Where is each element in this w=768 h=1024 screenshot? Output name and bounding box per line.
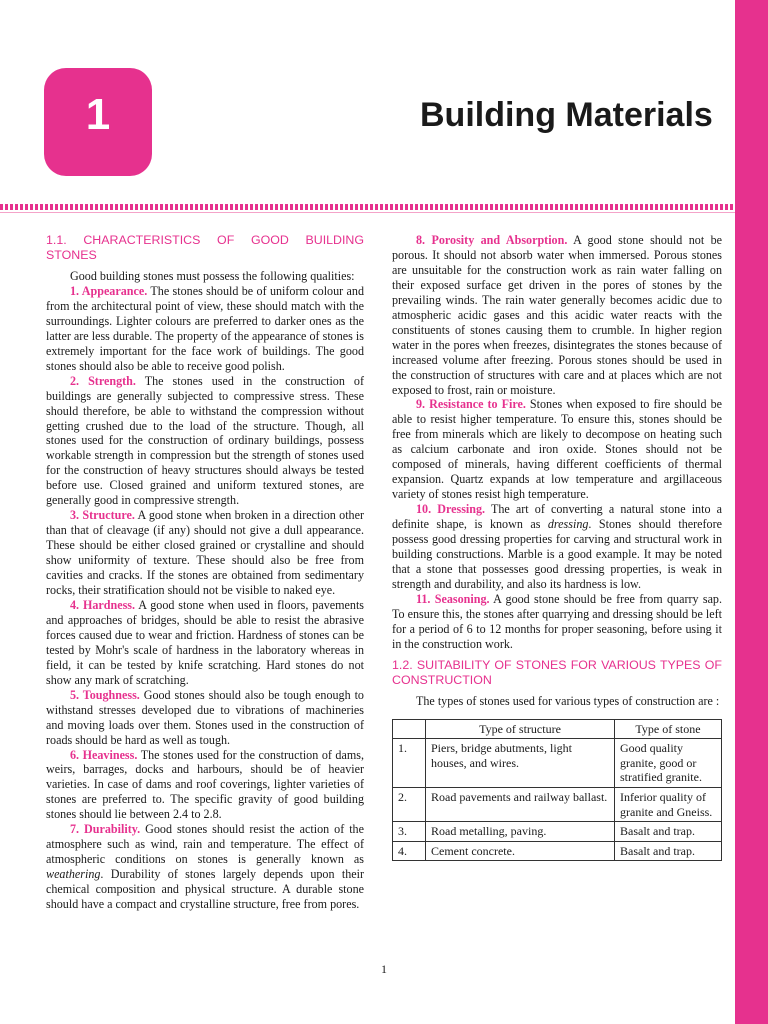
right-column — [392, 233, 722, 861]
paragraph — [46, 688, 364, 748]
paragraph-text: . Durability of stones largely depends upon their chemical composition and physical structure. A durable stone should have a compact and crystalline structure, free from pores. — [46, 867, 364, 912]
table-cell: Piers, bridge abutments, light houses, and wires. — [426, 739, 615, 788]
chapter-number: 1 — [85, 90, 111, 139]
table-cell: 3. — [393, 822, 426, 842]
paragraph — [46, 508, 364, 598]
paragraph-text: A good stone when broken in a direction other than that of cleavage (if any) should not give a dull appearance. These should be either closed grained or crystalline and should show uniformity of texture. These should also be free from cavities and cracks. If the stones are obtained from sedimentary rocks, their stratification should not be visible to naked eye. — [46, 508, 364, 598]
paragraph-heading: 3. Structure. — [70, 508, 135, 523]
paragraph-heading: 8. Porosity and Absorption. — [416, 233, 568, 247]
paragraph-text: The art of converting a natural stone into a definite shape, is known as — [392, 502, 723, 532]
table-header-cell — [393, 719, 426, 739]
paragraph-text: The stones used in the construction of buildings are generally subjected to compressive stress. These should therefore, be able to withstand the compression without getting crushed due to the load of the structure. Though, all stones used for the construction of ordinary buildings, possess workable strength in compression but the strength of stones used for the construction of heavy structures should always be tested before use. Closed grained and uniform textured stones, are generally good in compressive strength. — [46, 373, 364, 508]
paragraph-text: . Stones should therefore possess good dressing properties for carving and structural work in building constructions. Marble is a good example. It may be noted that a stone that possesses good dressing properties, is weak in strength and durability, and also its hardness is low. — [392, 517, 722, 591]
paragraph — [392, 502, 722, 592]
paragraph-text: Good stones should also be tough enough to withstand stresses developed due to vibrations of machineries and moving loads over them. Stones used in the construction of roads should be hard as well as tough. — [46, 687, 364, 747]
paragraph-heading: 1. Appearance. — [70, 283, 148, 298]
paragraph-heading: 10. Dressing. — [416, 502, 486, 517]
chapter-title: Building Materials — [420, 96, 713, 134]
table-cell: 2. — [393, 788, 426, 822]
table-cell: Road pavements and railway ballast. — [426, 788, 615, 822]
paragraph-heading: 5. Toughness. — [70, 687, 140, 702]
table-cell: 1. — [393, 739, 426, 788]
side-color-band — [735, 0, 768, 1024]
paragraph-text: A good stone when used in floors, pavements and approaches of bridges, should be able to resist the abrasive forces caused due to wear and friction. Hardness of stones can be tested by Mohr's scale of hardness in the laboratory whereas in field, it can be tested by knife scratching. Hard stones do not show any mark of scratching. — [46, 597, 365, 687]
paragraph-heading: 2. Strength. — [70, 373, 136, 388]
table-row — [393, 788, 722, 822]
section-intro: Good building stones must possess the following qualities: — [70, 269, 355, 283]
section-intro: The types of stones used for various types of construction are : — [416, 693, 720, 708]
paragraph-heading: 6. Heaviness. — [70, 747, 138, 762]
paragraph — [46, 598, 364, 688]
table-row — [393, 841, 722, 861]
paragraph-text: A good stone should be free from quarry sap. To ensure this, the stones after quarrying and dressing should be left for a period of 6 to 12 months for proper seasoning, before using it in the construction work. — [392, 591, 723, 651]
italic-term: weathering — [46, 867, 101, 882]
table-header-row — [393, 719, 722, 739]
paragraph-heading: 7. Durability. — [70, 822, 141, 837]
italic-term: dressing — [547, 517, 589, 532]
paragraph-heading: 9. Resistance to Fire. — [416, 397, 526, 412]
table-cell: Inferior quality of granite and Gneiss. — [615, 788, 722, 822]
header-divider-line — [0, 212, 735, 213]
paragraph-heading: 11. Seasoning. — [416, 591, 490, 606]
table-row — [393, 739, 722, 788]
table-cell: Basalt and trap. — [615, 841, 722, 861]
header-divider — [0, 204, 735, 210]
paragraph-text: A good stone should not be porous. It should not absorb water when immersed. Porous stones are unsuitable for the construction work as rain water falling on their exposed surface get driven in the pores of stones by the prevailing winds. The rain water generally becomes acidic due to atmospheric acidic gases and this acidic water reacts with the constituents of stones causing them to crumble. In higher region water in the pores when freezes, disintegrates the stones because of increased volume after freezing. Porous stones should be used in the construction of structures with care and at places which are not exposed to frost, rain or moisture. — [392, 233, 722, 397]
section-heading: 1.1. CHARACTERISTICS OF GOOD BUILDING STONES — [46, 233, 364, 262]
paragraph-text: The stones used for the construction of dams, weirs, barrages, docks and harbours, should be of heavier varieties. In case of dams and roof coverings, lighter varieties of stones are preferred to. The specific gravity of good building stones should lie between 2.4 to 2.8. — [46, 747, 364, 822]
table-cell: Road metalling, paving. — [426, 822, 615, 842]
table-cell: Cement concrete. — [426, 841, 615, 861]
table-row — [393, 822, 722, 842]
paragraph — [392, 397, 722, 502]
table-cell: 4. — [393, 841, 426, 861]
paragraph — [46, 748, 364, 823]
paragraph-text: Good stones should resist the action of the atmosphere such as wind, rain and temperature. The effect of atmospheric conditions on stones is generally known as — [46, 822, 364, 867]
table-cell: Basalt and trap. — [615, 822, 722, 842]
chapter-number-badge — [44, 68, 152, 176]
paragraph-heading: 4. Hardness. — [70, 597, 136, 612]
table-header-cell: Type of stone — [615, 719, 722, 739]
table-cell: Good quality granite, good or stratified granite. — [615, 739, 722, 788]
paragraph — [46, 284, 364, 374]
paragraph-text: The stones should be of uniform colour and from the architectural point of view, these should match with the surroundings. Lighter colours are preferred to darker ones as the latter are less durable. The property of the appearance of stones is extremely important for the face work of buildings. The good stones should also be able to receive good polish. — [46, 283, 364, 373]
page-number: 1 — [381, 962, 387, 976]
paragraph — [392, 233, 722, 397]
paragraph-text: Stones when exposed to fire should be able to resist higher temperature. To ensure this, stones should be free from minerals which are likely to decompose on heating such as calcium carbonate and iron oxide. Stones should not be composed of minerals, having different coefficients of thermal expansion. Quartz expands at low temperature and argillaceous variety of stones resist high temperature. — [392, 397, 722, 502]
paragraph — [46, 374, 364, 509]
left-column — [46, 233, 364, 912]
paragraph — [392, 592, 722, 652]
section-heading: 1.2. SUITABILITY OF STONES FOR VARIOUS TYPES OF CONSTRUCTION — [392, 657, 722, 687]
paragraph — [46, 822, 364, 912]
table-header-cell: Type of structure — [426, 719, 615, 739]
stone-suitability-table — [392, 719, 722, 862]
